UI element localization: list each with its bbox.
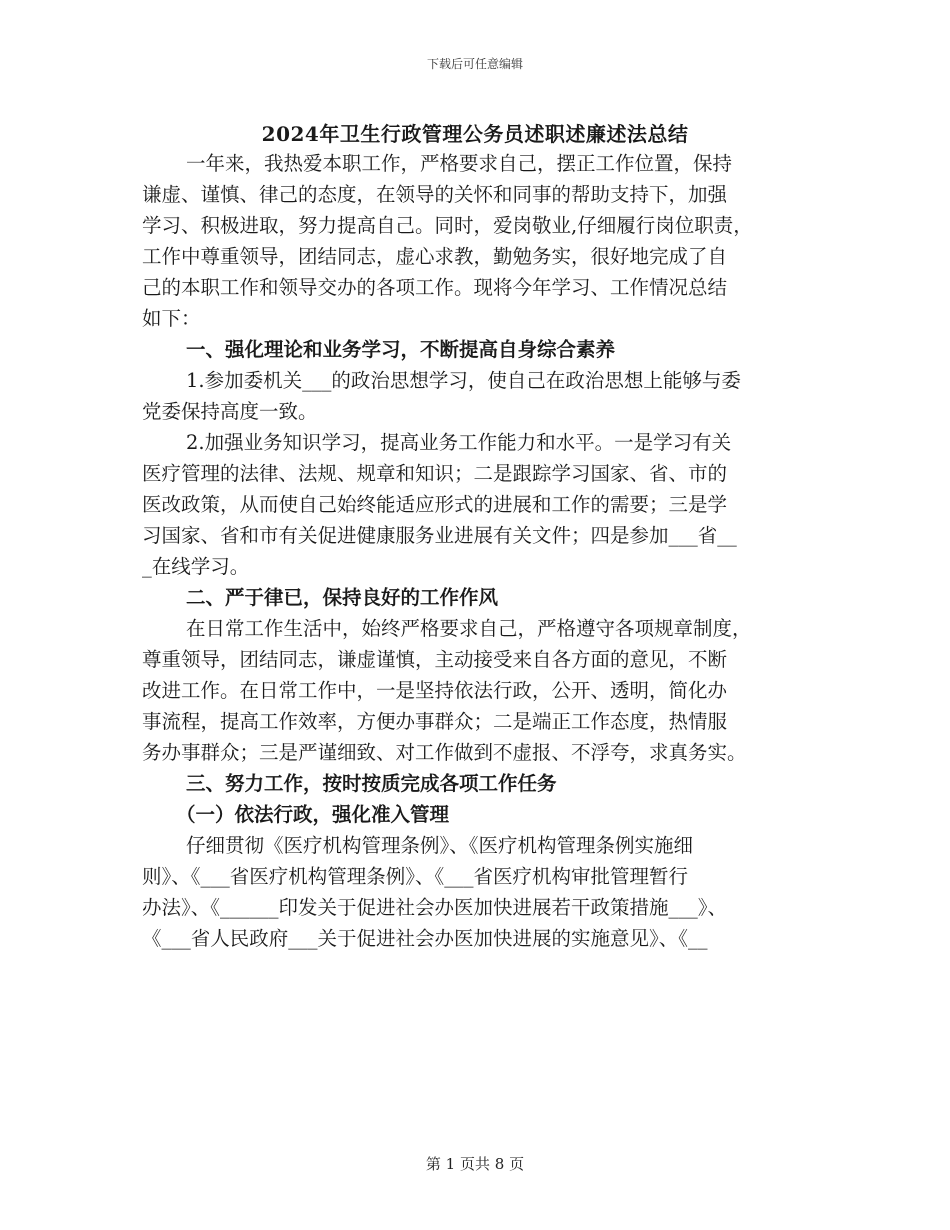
document-body (142, 148, 810, 954)
document-title: 2024年卫生行政管理公务员述职述廉述法总结 (261, 122, 689, 146)
paragraph-line: 《___省人民政府___关于促进社会办医加快进展的实施意见》、《__ (142, 927, 708, 950)
paragraph-line: 工作中尊重领导，团结同志，虚心求教，勤勉务实，很好地完成了自 (142, 245, 728, 268)
paragraph-line: 仔细贯彻《医疗机构管理条例》、《医疗机构管理条例实施细 (186, 834, 694, 857)
paragraph-line: 一年来，我热爱本职工作，严格要求自己，摆正工作位置，保持 (186, 152, 733, 175)
paragraph-line: 则》、《___省医疗机构管理条例》、《___省医疗机构审批管理暂行 (142, 865, 689, 888)
paragraph-line: 改进工作。在日常工作中，一是坚持依法行政，公开、透明，简化办 (142, 679, 728, 702)
section-heading: 三、努力工作，按时按质完成各项工作任务 (186, 772, 557, 795)
header-note: 下载后可任意编辑 (426, 57, 523, 71)
paragraph-line: 谦虚、谨慎、律己的态度，在领导的关怀和同事的帮助支持下，加强 (142, 183, 728, 206)
paragraph-line: 务办事群众；三是严谨细致、对工作做到不虚报、不浮夸，求真务实。 (142, 741, 747, 764)
paragraph-line: 尊重领导，团结同志，谦虚谨慎，主动接受来自各方面的意见，不断 (142, 648, 728, 671)
section-heading: 二、严于律已，保持良好的工作作风 (186, 586, 499, 609)
paragraph-line: 医疗管理的法律、法规、规章和知识；二是跟踪学习国家、省、市的 (142, 462, 728, 485)
paragraph-line: 办法》、《______印发关于促进社会办医加快进展若干政策措施___》、 (142, 896, 728, 919)
paragraph-line: 2.加强业务知识学习，提高业务工作能力和水平。一是学习有关 (186, 431, 732, 454)
paragraph-line: 事流程，提高工作效率，方便办事群众；二是端正工作态度，热情服 (142, 710, 728, 733)
section-heading: （一）依法行政，强化准入管理 (176, 803, 450, 826)
paragraph-line: 党委保持高度一致。 (142, 400, 318, 423)
paragraph-line: 如下： (142, 307, 201, 330)
page-footer: 第 1 页共 8 页 (425, 1155, 525, 1173)
paragraph-line: 在日常工作生活中，始终严格要求自己，严格遵守各项规章制度， (186, 617, 752, 640)
section-heading: 一、强化理论和业务学习，不断提高自身综合素养 (186, 338, 616, 361)
paragraph-line: 医改政策，从而使自己始终能适应形式的进展和工作的需要；三是学 (142, 493, 728, 516)
paragraph-line: 学习、积极进取，努力提高自己。同时，爱岗敬业,仔细履行岗位职责， (142, 214, 753, 237)
paragraph-line: 己的本职工作和领导交办的各项工作。现将今年学习、工作情况总结 (142, 276, 728, 299)
paragraph-line: _在线学习。 (142, 555, 250, 578)
paragraph-line: 习国家、省和市有关促进健康服务业进展有关文件；四是参加___省__ (142, 524, 737, 547)
paragraph-line: 1.参加委机关___的政治思想学习，使自己在政治思想上能够与委 (186, 369, 741, 392)
